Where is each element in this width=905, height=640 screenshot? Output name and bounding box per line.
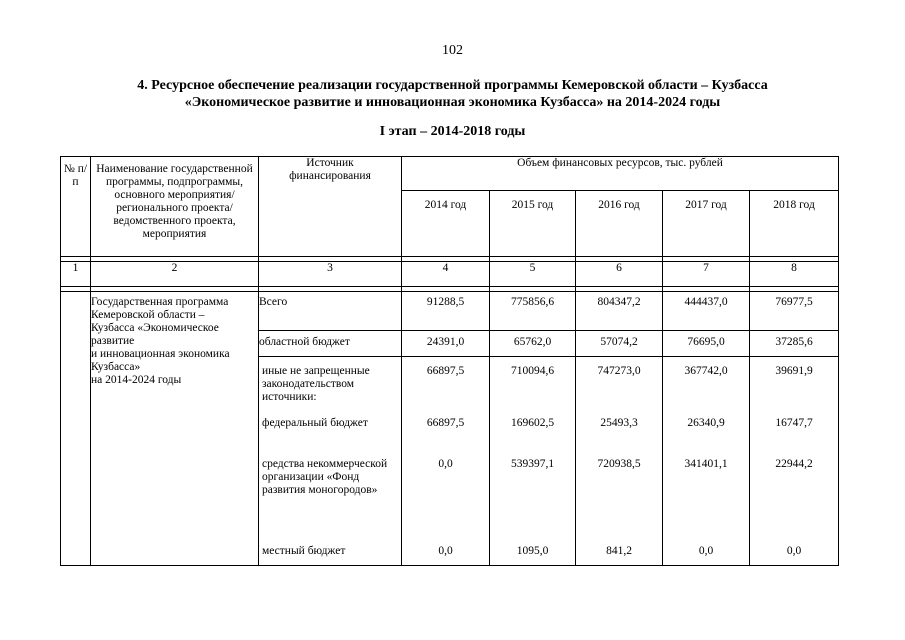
program-name-line: и инновационная экономика (91, 348, 230, 360)
value-cell: 66897,5 (426, 365, 465, 377)
value-cell: 539397,1 (510, 458, 555, 470)
value-stack-cell (663, 357, 750, 566)
value-cell: 0,0 (438, 458, 453, 470)
source-cell: областной бюджет (259, 331, 402, 357)
header-year-2014: 2014 год (402, 191, 490, 257)
header-year-2016: 2016 год (576, 191, 663, 257)
table-row (61, 292, 839, 331)
source-cell: местный бюджет (262, 545, 346, 557)
source-stack-cell (259, 357, 402, 566)
column-number: 1 (61, 262, 91, 287)
value-cell: 37285,6 (750, 331, 839, 357)
column-number: 4 (402, 262, 490, 287)
source-cell: средства некоммерческой организации «Фонд развития моногородов» (262, 458, 388, 496)
value-cell: 710094,6 (510, 365, 555, 377)
program-name-cell (91, 292, 259, 566)
header-num: № п/п (61, 157, 91, 257)
value-cell: 39691,9 (775, 365, 813, 377)
value-cell: 841,2 (606, 545, 632, 557)
value-cell: 57074,2 (576, 331, 663, 357)
source-cell: федеральный бюджет (262, 417, 368, 429)
column-number: 3 (259, 262, 402, 287)
header-volume: Объем финансовых ресурсов, тыс. рублей (402, 157, 839, 191)
value-cell: 76977,5 (750, 292, 839, 331)
page-number: 102 (442, 43, 463, 58)
value-cell: 16747,7 (775, 417, 813, 429)
column-number: 2 (91, 262, 259, 287)
value-cell: 0,0 (698, 545, 714, 557)
program-number (61, 292, 91, 566)
header-name: Наименование государственной программы, подпрограммы, основного мероприятия/регионального проекта/ведомственного проекта, мероприятия (91, 157, 259, 257)
header-year-2017: 2017 год (663, 191, 750, 257)
value-cell: 444437,0 (663, 292, 750, 331)
column-number: 5 (490, 262, 576, 287)
program-name-line: Кузбасса «Экономическое (91, 322, 219, 334)
value-cell: 775856,6 (490, 292, 576, 331)
value-stack-cell (490, 357, 576, 566)
header-year-2018: 2018 год (750, 191, 839, 257)
header-year-2015: 2015 год (490, 191, 576, 257)
value-cell: 76695,0 (663, 331, 750, 357)
column-number: 6 (576, 262, 663, 287)
value-cell: 804347,2 (576, 292, 663, 331)
value-cell: 0,0 (786, 545, 802, 557)
title-line-2: «Экономическое развитие и инновационная экономика Кузбасса» на 2014-2024 годы (184, 95, 721, 110)
program-name-line: Кемеровской области – (91, 309, 205, 321)
header-row-1 (61, 157, 839, 191)
value-cell: 0,0 (438, 545, 453, 557)
value-cell: 341401,1 (684, 458, 728, 470)
program-name-line: на 2014-2024 годы (91, 374, 182, 386)
document-title (60, 77, 845, 111)
value-cell: 720938,5 (597, 458, 641, 470)
value-cell: 65762,0 (490, 331, 576, 357)
header-source: Источник финансирования (259, 157, 402, 257)
program-name-line: Кузбасса» (91, 361, 141, 373)
value-cell: 1095,0 (516, 545, 549, 557)
source-cell: иные не запрещенные законодательством источники: (262, 365, 370, 403)
value-cell: 367742,0 (684, 365, 728, 377)
finance-table (60, 156, 839, 566)
program-name-line: развитие (91, 335, 135, 347)
value-cell: 22944,2 (775, 458, 813, 470)
value-cell: 26340,9 (687, 417, 725, 429)
source-cell: Всего (259, 292, 402, 331)
column-number: 7 (663, 262, 750, 287)
value-cell: 66897,5 (426, 417, 465, 429)
value-cell: 91288,5 (402, 292, 490, 331)
program-name-line: Государственная программа (91, 296, 229, 308)
value-cell: 25493,3 (600, 417, 638, 429)
title-line-1: 4. Ресурсное обеспечение реализации государственной программы Кемеровской области – Кузбасса (137, 78, 768, 93)
value-stack-cell (402, 357, 490, 566)
value-stack-cell (750, 357, 839, 566)
value-cell: 747273,0 (597, 365, 641, 377)
value-stack-cell (576, 357, 663, 566)
stage-heading: I этап – 2014-2018 годы (379, 124, 526, 139)
value-cell: 24391,0 (402, 331, 490, 357)
value-cell: 169602,5 (510, 417, 555, 429)
column-number: 8 (750, 262, 839, 287)
column-numbers-row (61, 262, 839, 287)
